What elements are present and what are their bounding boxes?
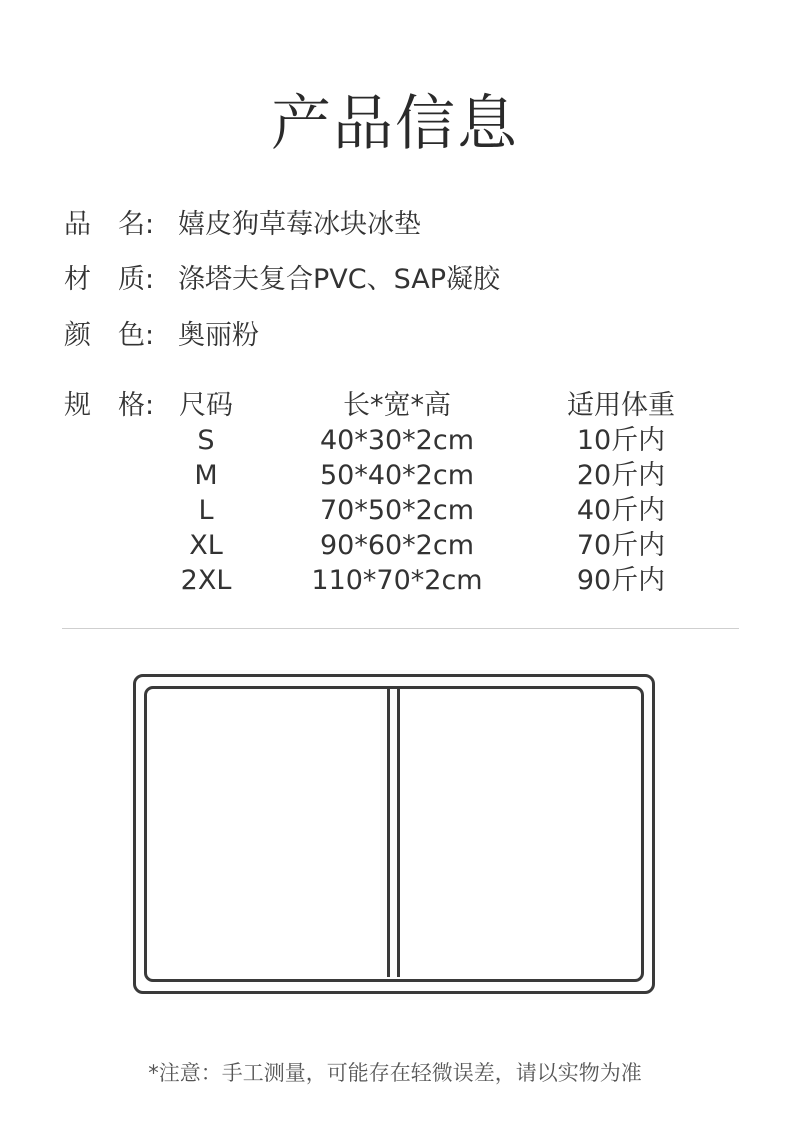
table-cell-dimensions: 90*60*2cm	[319, 530, 475, 561]
info-value: 奥丽粉	[178, 320, 259, 351]
spec-label: 规 格:	[64, 390, 155, 421]
measurement-note: *注意：手工测量，可能存在轻微误差，请以实物为准	[148, 1061, 642, 1085]
table-cell-weight: 90斤内	[576, 565, 666, 596]
table-cell-size: M	[194, 460, 218, 491]
table-cell-size: L	[198, 495, 214, 526]
table-header: 适用体重	[567, 390, 675, 421]
info-label: 材 质:	[64, 264, 155, 295]
table-cell-dimensions: 50*40*2cm	[319, 460, 475, 491]
info-value: 涤塔夫复合PVC、SAP凝胶	[178, 264, 500, 295]
info-label: 品 名:	[64, 209, 155, 240]
table-cell-dimensions: 110*70*2cm	[311, 565, 483, 596]
info-row-color	[64, 318, 259, 354]
table-cell-size: 2XL	[180, 565, 232, 596]
table-header: 长*宽*高	[343, 390, 451, 421]
page-title: 产品信息	[271, 89, 519, 159]
table-cell-weight: 20斤内	[576, 460, 666, 491]
table-cell-size: S	[197, 425, 215, 456]
table-cell-weight: 40斤内	[576, 495, 666, 526]
table-cell-dimensions: 40*30*2cm	[319, 425, 475, 456]
info-value: 嬉皮狗草莓冰块冰垫	[178, 209, 421, 240]
info-row-name	[64, 207, 421, 243]
table-cell-size: XL	[189, 530, 223, 561]
table-cell-dimensions: 70*50*2cm	[319, 495, 475, 526]
section-divider	[62, 628, 739, 629]
table-cell-weight: 70斤内	[576, 530, 666, 561]
table-cell-weight: 10斤内	[576, 425, 666, 456]
mat-center-seam	[387, 689, 400, 977]
table-header: 尺码	[179, 390, 233, 421]
info-row-material	[64, 262, 500, 298]
info-label: 颜 色:	[64, 320, 155, 351]
